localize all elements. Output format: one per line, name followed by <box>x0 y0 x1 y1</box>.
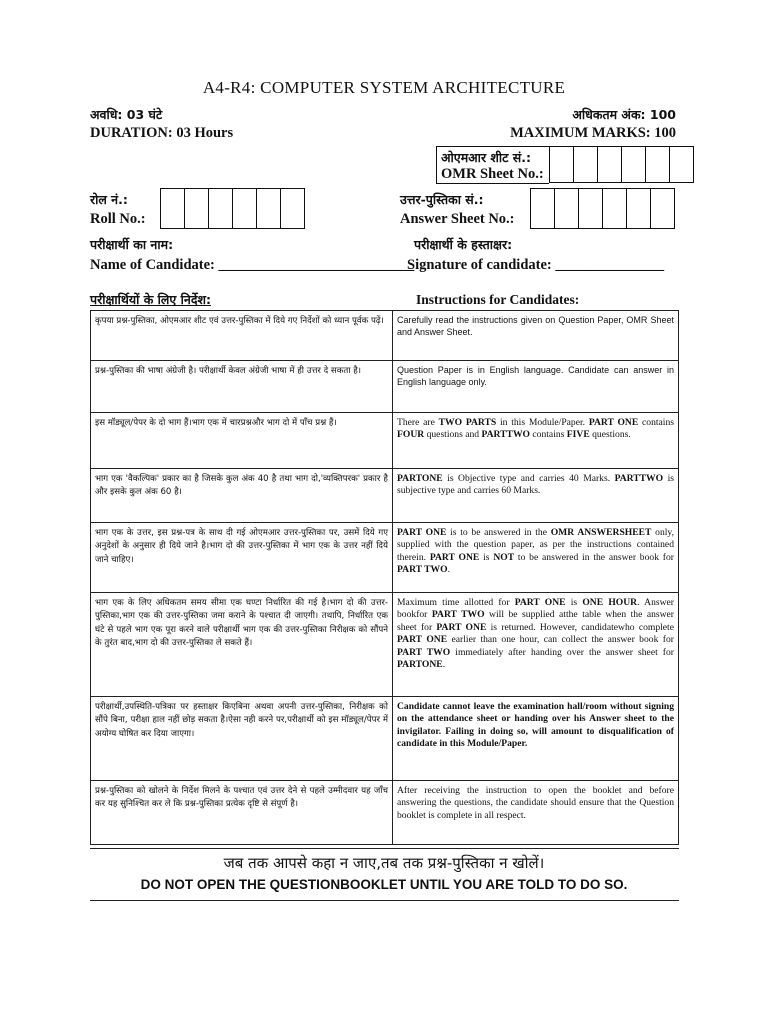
omr-digit-box[interactable] <box>646 147 670 182</box>
candidate-name-label-hindi: परीक्षार्थी का नाम: <box>90 237 174 252</box>
paper-title: A4-R4: COMPUTER SYSTEM ARCHITECTURE <box>202 78 566 97</box>
footer-bottom-rule <box>90 900 679 901</box>
roll-digit-box[interactable] <box>185 189 209 228</box>
omr-digit-box[interactable] <box>598 147 622 182</box>
instruction-hindi: परीक्षार्थी,उपस्थिति-पत्रिका पर हस्ताक्षर किएबिना अथवा अपनी उत्तर-पुस्तिका, निरीक्षक को सौंपे बिना, परीक्षा हाल नहीं छोड़ सकता है।ऐसा नही करने पर,परीक्षार्थी को इस मॉड्यूल/पेपर में अयोग्य घोषित कर दिया जाएगा। <box>91 697 393 781</box>
instruction-row <box>91 361 679 413</box>
answer-sheet-number-boxes[interactable] <box>530 188 675 229</box>
footer-top-rule <box>90 848 679 849</box>
instruction-row <box>91 413 679 469</box>
omr-digit-box[interactable] <box>550 147 574 182</box>
omr-digit-box[interactable] <box>574 147 598 182</box>
duration-english: DURATION: 03 Hours <box>90 125 234 141</box>
instruction-english: There are TWO PARTS in this Module/Paper. PART ONE contains FOUR questions and PARTTWO contains FIVE questions. <box>393 413 679 469</box>
candidate-signature-label-hindi: परीक्षार्थी के हस्ताक्षर: <box>414 237 513 252</box>
instruction-row <box>91 523 679 593</box>
roll-digit-box[interactable] <box>209 189 233 228</box>
footer-warning-english: DO NOT OPEN THE QUESTIONBOOKLET UNTIL YOU ARE TOLD TO DO SO. <box>140 877 628 892</box>
max-marks-english: MAXIMUM MARKS: 100 <box>510 125 676 141</box>
instruction-row <box>91 697 679 781</box>
omr-digit-box[interactable] <box>622 147 646 182</box>
instruction-row <box>91 469 679 523</box>
omr-sheet-label <box>436 146 549 184</box>
instruction-hindi: प्रश्न-पुस्तिका की भाषा अंग्रेजी है। परीक्षार्थी केवल अंग्रेजी भाषा में ही उत्तर दे सकता है। <box>91 361 393 413</box>
answer-sheet-digit-box[interactable] <box>651 189 674 228</box>
instruction-hindi: भाग एक के उत्तर, इस प्रश्न-पत्र के साथ दी गई ओएमआर उत्तर-पुस्तिका पर, उसमें दिये गए अनुदेशों के अनुसार ही दिये जाने है।भाग दो की उत्तर-पुस्तिका में भाग एक के उत्तर नहीं दिये जाने चाहिए। <box>91 523 393 593</box>
instruction-english: PARTONE is Objective type and carries 40 Marks. PARTTWO is subjective type and carries 60 Marks. <box>393 469 679 523</box>
instruction-hindi: प्रश्न-पुस्तिका को खोलने के निर्देश मिलने के पश्चात एवं उत्तर देने से पहले उम्मीदवार यह जाँच कर यह सुनिश्चित कर ले कि प्रश्न-पुस्तिका प्रत्येक दृष्टि से संपूर्ण है। <box>91 781 393 845</box>
instruction-english: Maximum time allotted for PART ONE is ONE HOUR. Answer bookfor PART TWO will be supplied atthe table when the answer sheet for PART ONE is returned. However, candidatewho complete PART ONE earlier than one hour, can collect the answer book for PART TWO immediately after handing over the answer sheet for PARTONE. <box>393 593 679 697</box>
roll-number-boxes[interactable] <box>160 188 305 229</box>
roll-digit-box[interactable] <box>257 189 281 228</box>
instruction-row <box>91 311 679 361</box>
answer-sheet-label-english: Answer Sheet No.: <box>400 211 515 227</box>
answer-sheet-digit-box[interactable] <box>603 189 627 228</box>
max-marks-hindi: अधिकतम अंक: 100 <box>572 107 676 122</box>
omr-label-english: OMR Sheet No.: <box>441 166 544 182</box>
instruction-english: Question Paper is in English language. Candidate can answer in English language only. <box>393 361 679 413</box>
instruction-row <box>91 593 679 697</box>
answer-sheet-digit-box[interactable] <box>579 189 603 228</box>
roll-digit-box[interactable] <box>161 189 185 228</box>
instructions-heading-hindi: परीक्षार्थियों के लिए निर्देश: <box>90 292 211 307</box>
roll-label-hindi: रोल नं.: <box>90 192 128 207</box>
answer-sheet-digit-box[interactable] <box>627 189 651 228</box>
roll-digit-box[interactable] <box>233 189 257 228</box>
instruction-hindi: कृपया प्रश्न-पुस्तिका, ओएमआर शीट एवं उत्तर-पुस्तिका में दिये गए निर्देशों को ध्यान पूर्वक पढ़ें। <box>91 311 393 361</box>
answer-sheet-digit-box[interactable] <box>531 189 555 228</box>
instruction-hindi: भाग एक के लिए अधिकतम समय सीमा एक घण्टा निर्धारित की गई है।भाग दो की उत्तर-पुस्तिका,भाग एक की उत्तर-पुस्तिका जमा कराने के पश्चात दी जाएगी। तथापि, निर्धारित एक घंटे से पहले भाग एक पूरा करने वाले परीक्षार्थी भाग एक की उत्तर-पुस्तिका निरीक्षक को सौंपने के तुरंत बाद,भाग दो की उत्तर-पुस्तिका ले सकते हैं। <box>91 593 393 697</box>
duration-hindi: अवधि: 03 घंटे <box>90 107 163 122</box>
roll-label-english: Roll No.: <box>90 211 146 227</box>
instructions-heading-english: Instructions for Candidates: <box>416 292 580 307</box>
candidate-name-field[interactable]: Name of Candidate: ___________________________ <box>90 257 415 273</box>
omr-label-hindi: ओएमआर शीट सं.: <box>441 150 532 165</box>
roll-digit-box[interactable] <box>281 189 304 228</box>
omr-digit-box[interactable] <box>670 147 693 182</box>
instruction-english: Carefully read the instructions given on Question Paper, OMR Sheet and Answer Sheet. <box>393 311 679 361</box>
footer-warning-hindi: जब तक आपसे कहा न जाए,तब तक प्रश्न-पुस्तिका न खोलें। <box>223 854 545 872</box>
answer-sheet-digit-box[interactable] <box>555 189 579 228</box>
instruction-hindi: भाग एक 'वैकल्पिक' प्रकार का है जिसके कुल अंक 40 है तथा भाग दो,'व्यक्तिपरक' प्रकार है और इसके कुल अंक 60 है। <box>91 469 393 523</box>
instruction-english: After receiving the instruction to open the booklet and before answering the questions, the candidate should ensure that the Question booklet is complete in all respect. <box>393 781 679 845</box>
candidate-signature-field[interactable]: Signature of candidate: _______________ <box>407 257 665 273</box>
answer-sheet-label-hindi: उत्तर-पुस्तिका सं.: <box>400 192 484 207</box>
instruction-row <box>91 781 679 845</box>
instruction-english: Candidate cannot leave the examination hall/room without signing on the attendance sheet or handing over his Answer sheet to the invigilator. Failing in doing so, will amount to disqualification of candidate in this Module/Paper. <box>393 697 679 781</box>
instructions-table <box>90 310 679 845</box>
instruction-english: PART ONE is to be answered in the OMR ANSWERSHEET only, supplied with the question paper, as per the instructions contained therein. PART ONE is NOT to be answered in the answer book for PART TWO. <box>393 523 679 593</box>
omr-sheet-number-boxes[interactable] <box>549 146 694 183</box>
instruction-hindi: इस मॉड्यूल/पेपर के दो भाग हैं।भाग एक में चारप्रश्नऔर भाग दो में पाँच प्रश्न हैं। <box>91 413 393 469</box>
